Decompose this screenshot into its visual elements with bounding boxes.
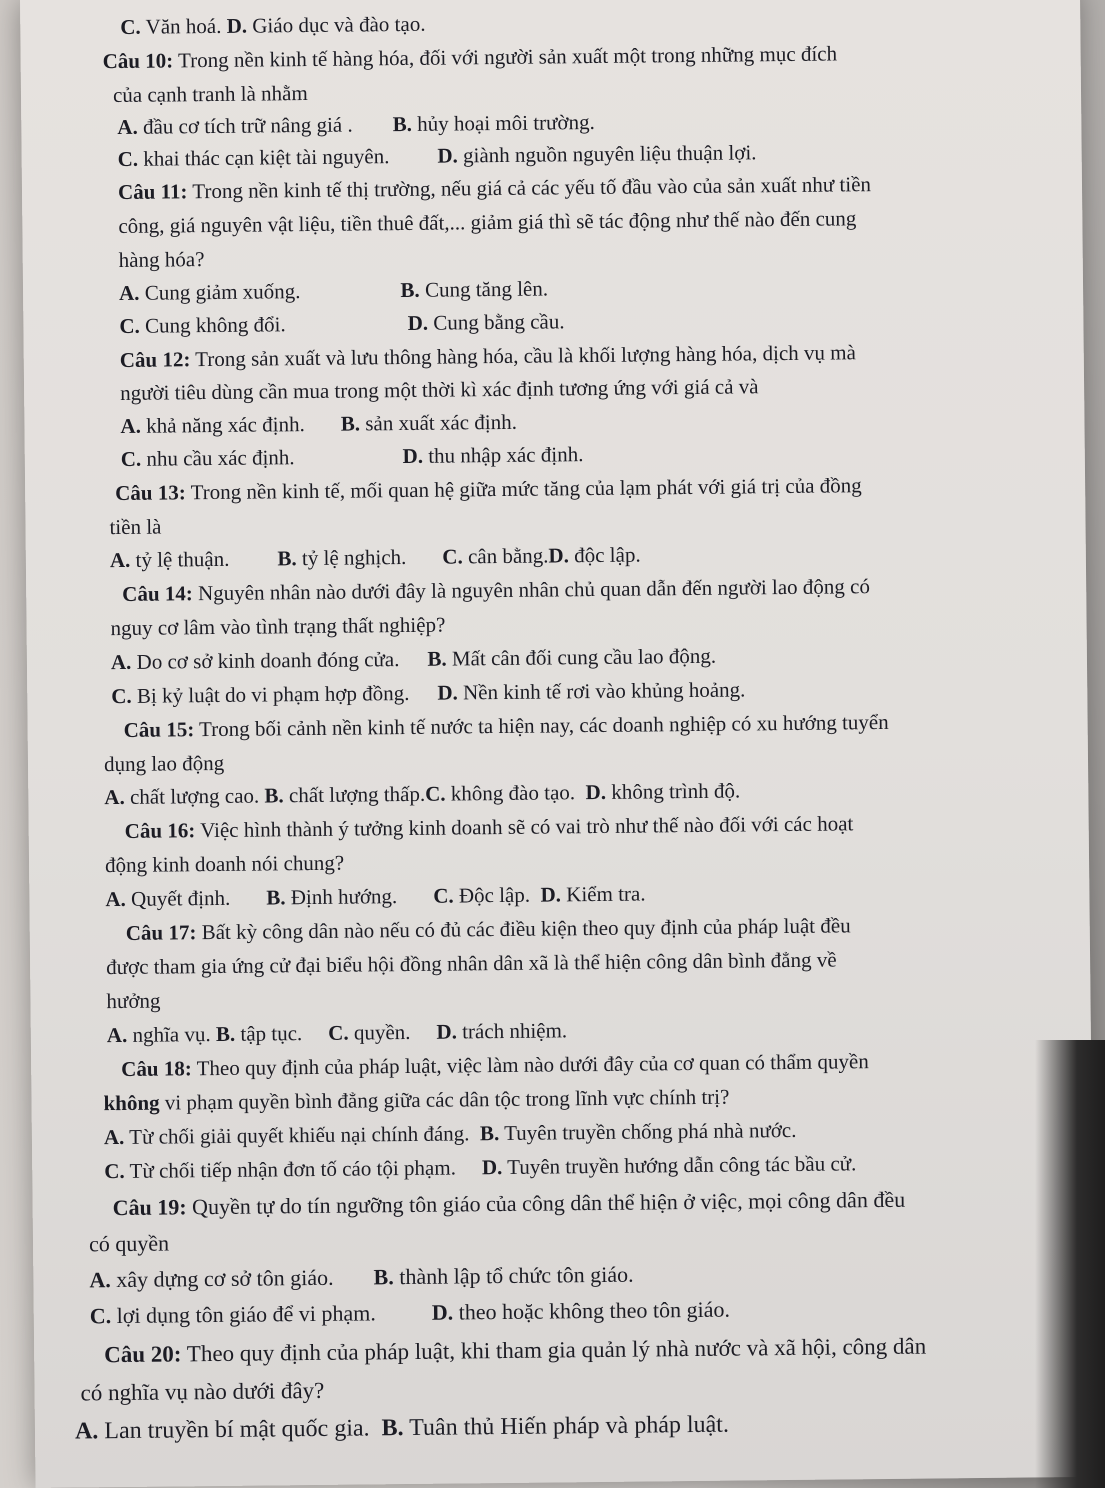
- label-bold: B.: [266, 885, 286, 910]
- text-run: vi phạm quyền bình đẳng giữa các dân tộc trong lĩnh vực chính trị?: [159, 1084, 730, 1115]
- text-run: tỷ lệ nghịch.: [296, 544, 407, 571]
- label-bold: B.: [392, 111, 413, 137]
- label-bold: B.: [340, 411, 361, 436]
- text-run: Nguyên nhân nào dưới đây là nguyên nhân chủ quan dẫn đến người lao động có: [192, 574, 871, 606]
- text-run: Quyền tự do tín ngưỡng tôn giáo của công dân thể hiện ở việc, mọi công dân đều: [186, 1186, 906, 1220]
- spacer: [376, 1320, 432, 1321]
- text-line-9: [119, 278, 548, 303]
- label-bold: B.: [215, 1021, 236, 1047]
- text-line-5: [118, 142, 757, 170]
- label-bold: B.: [277, 546, 297, 571]
- text-line-20: [110, 643, 717, 675]
- label-bold: Câu 18:: [121, 1056, 192, 1081]
- label-bold: A.: [109, 547, 131, 573]
- text-run: tiền là: [109, 514, 162, 540]
- text-run: Cung bằng cầu.: [427, 309, 565, 335]
- text-run: cân bằng.: [462, 543, 549, 569]
- text-run: nguy cơ lâm vào tình trạng thất nghiệp?: [110, 612, 446, 641]
- label-bold: không: [103, 1090, 160, 1116]
- text-line-29: [106, 947, 837, 980]
- label-bold: C.: [425, 781, 446, 806]
- text-run: khai thác cạn kiệt tài nguyên.: [137, 144, 390, 171]
- text-run: khả năng xác định.: [140, 412, 305, 438]
- text-run: hưởng: [106, 988, 161, 1014]
- label-bold: Câu 14:: [122, 581, 193, 606]
- text-line-21: [111, 679, 745, 707]
- text-line-25: [125, 813, 854, 842]
- text-line-24: [104, 778, 741, 810]
- label-bold: C.: [117, 146, 139, 171]
- text-run: nghĩa vụ.: [127, 1022, 217, 1047]
- text-line-15: [115, 475, 862, 504]
- text-line-33: [103, 1084, 730, 1116]
- label-bold: B.: [479, 1121, 500, 1146]
- text-line-41: [80, 1379, 324, 1405]
- text-line-11: [120, 342, 856, 371]
- text-run: Tuyên truyền hướng dẫn công tác bầu cử.: [502, 1151, 857, 1180]
- text-run: không trình độ.: [605, 778, 741, 804]
- text-run: có quyền: [88, 1230, 170, 1257]
- label-bold: C.: [442, 544, 463, 569]
- text-line-30: [106, 988, 161, 1014]
- label-bold: D.: [436, 1019, 458, 1044]
- text-run: tập tục.: [235, 1021, 303, 1046]
- text-line-6: [118, 174, 871, 203]
- text-run: lợi dụng tôn giáo để vi phạm.: [111, 1300, 376, 1329]
- label-bold: A.: [105, 886, 126, 912]
- text-line-37: [88, 1230, 170, 1257]
- label-bold: B.: [373, 1264, 394, 1290]
- text-run: Việc hình thành ý tưởng kinh doanh sẽ có vai trò như thế nào đối với các hoạt: [195, 811, 854, 843]
- text-run: độc lập.: [568, 542, 641, 568]
- label-bold: D.: [437, 680, 458, 705]
- text-line-23: [103, 750, 225, 777]
- exam-paper: [20, 0, 1096, 1488]
- text-run: quyền.: [348, 1019, 411, 1045]
- text-run: người tiêu dùng cần mua trong một thời kì xác định tương ứng với giá cả và: [119, 374, 759, 405]
- label-bold: A.: [118, 280, 140, 305]
- label-bold: A.: [89, 1267, 111, 1293]
- label-bold: A.: [104, 784, 125, 810]
- text-run: xây dựng cơ sở tôn giáo.: [110, 1264, 334, 1293]
- text-run: Văn hoá.: [140, 13, 227, 39]
- text-run: Từ chối giải quyết khiếu nại chính đáng.: [124, 1121, 481, 1149]
- text-line-28: [126, 915, 851, 944]
- label-bold: C.: [111, 683, 132, 709]
- text-run: Mất cân đối cung cầu lao động.: [446, 643, 717, 671]
- label-bold: D.: [407, 310, 429, 335]
- text-run: Bị kỷ luật do vi phạm hợp đồng.: [131, 680, 410, 708]
- text-run: hủy hoại môi trường.: [411, 109, 595, 136]
- label-bold: A.: [120, 413, 142, 438]
- text-run: Cung tăng lên.: [419, 276, 549, 302]
- text-run: Trong nền kinh tế thị trường, nếu giá cả các yếu tố đầu vào của sản xuất như tiền: [187, 172, 872, 204]
- text-run: Tuyên truyền chống phá nhà nước.: [499, 1117, 797, 1146]
- text-run: chất lượng cao.: [124, 783, 265, 809]
- label-bold: C.: [433, 883, 454, 908]
- text-run: Giáo dục và đào tạo.: [246, 11, 426, 38]
- text-run: Bất kỳ công dân nào nếu có đủ các điều kiện theo quy định của pháp luật đều: [196, 913, 851, 945]
- text-line-40: [104, 1335, 926, 1367]
- text-line-22: [123, 709, 889, 742]
- text-run: của cạnh tranh là nhằm: [112, 80, 308, 108]
- text-line-35: [104, 1153, 856, 1182]
- spacer: [230, 565, 278, 566]
- label-bold: B.: [264, 783, 284, 808]
- text-run: thành lập tổ chức tôn giáo.: [393, 1261, 634, 1290]
- label-bold: D.: [481, 1155, 503, 1180]
- spacer: [286, 330, 408, 331]
- label-bold: Câu 10:: [102, 48, 174, 74]
- text-run: Quyết định.: [125, 885, 231, 911]
- text-line-32: [121, 1051, 869, 1080]
- text-run: công, giá nguyên vật liệu, tiền thuê đất,... giảm giá thì sẽ tác động như thế nào đến cung: [118, 206, 857, 238]
- text-run: Nền kinh tế rơi vào khủng hoảng.: [457, 677, 746, 705]
- label-bold: C.: [119, 313, 140, 338]
- text-line-36: [112, 1186, 906, 1221]
- text-line-38: [89, 1261, 634, 1293]
- text-line-2: [103, 43, 838, 72]
- text-line-12: [120, 376, 759, 404]
- text-run: nhu cầu xác định.: [141, 445, 295, 471]
- label-bold: Câu 20:: [104, 1341, 182, 1368]
- text-run: thu nhập xác định.: [422, 442, 584, 468]
- text-run: hàng hóa?: [118, 247, 205, 272]
- text-line-34: [103, 1117, 797, 1150]
- label-bold: C.: [328, 1020, 349, 1045]
- text-line-1: [120, 11, 426, 39]
- text-run: Tuân thủ Hiến pháp và pháp luật.: [403, 1411, 730, 1442]
- label-bold: A.: [106, 1022, 128, 1048]
- text-run: đầu cơ tích trữ nâng giá .: [137, 112, 353, 139]
- text-run: tỷ lệ thuận.: [130, 546, 230, 572]
- text-run: dụng lao động: [103, 750, 225, 777]
- text-run: Cung giảm xuống.: [139, 279, 301, 305]
- text-line-27: [105, 883, 645, 910]
- text-line-19: [110, 612, 446, 641]
- label-bold: C.: [89, 1303, 112, 1329]
- label-bold: D.: [402, 443, 424, 469]
- text-line-26: [104, 850, 345, 878]
- label-bold: D.: [431, 1299, 454, 1325]
- text-line-8: [119, 249, 205, 271]
- text-run: giành nguồn nguyên liệu thuận lợi.: [457, 140, 757, 168]
- text-line-16: [109, 514, 162, 540]
- text-run: Định hướng.: [285, 884, 398, 910]
- text-run: Trong bối cảnh nền kinh tế nước ta hiện nay, các doanh nghiệp có xu hướng tuyển: [194, 709, 889, 742]
- text-run: Độc lập.: [453, 882, 541, 908]
- label-bold: Câu 12:: [119, 347, 191, 372]
- text-run: có nghĩa vụ nào dưới đây?: [80, 1377, 325, 1406]
- text-line-3: [112, 80, 308, 108]
- text-run: Kiểm tra.: [560, 881, 646, 907]
- text-line-42: [75, 1413, 729, 1444]
- label-bold: A.: [117, 114, 138, 139]
- text-line-7: [118, 208, 856, 237]
- text-run: Trong nền kinh tế hàng hóa, đối với người sản xuất một trong những mục đích: [173, 41, 838, 73]
- label-bold: C.: [120, 14, 141, 39]
- text-run: động kinh doanh nói chung?: [104, 850, 345, 878]
- text-line-4: [117, 109, 595, 139]
- text-run: theo hoặc không theo tôn giáo.: [453, 1296, 731, 1325]
- spacer: [295, 463, 403, 464]
- label-bold: Câu 15:: [123, 717, 195, 742]
- label-bold: Câu 17:: [125, 920, 197, 945]
- text-run: Theo quy định của pháp luật, khi tham gia quản lý nhà nước và xã hội, công dân: [181, 1333, 927, 1367]
- text-run: Do cơ sở kinh doanh đóng cửa.: [131, 647, 400, 674]
- text-run: Lan truyền bí mật quốc gia.: [98, 1415, 382, 1445]
- text-run: Theo quy định của pháp luật, việc làm nào dưới đây của cơ quan có thẩm quyền: [191, 1049, 869, 1081]
- text-run: Cung không đổi.: [139, 312, 286, 338]
- text-line-10: [119, 311, 564, 337]
- label-bold: D.: [548, 543, 570, 568]
- label-bold: B.: [427, 646, 447, 671]
- text-run: được tham gia ứng cử đại biểu hội đồng nhân dân xã là thể hiện công dân bình đẳng về: [106, 947, 837, 980]
- label-bold: D.: [585, 779, 607, 805]
- text-line-31: [107, 1020, 567, 1046]
- label-bold: B.: [381, 1415, 404, 1442]
- label-bold: Câu 11:: [117, 179, 188, 204]
- text-line-13: [120, 409, 518, 438]
- text-run: sản xuất xác định.: [359, 409, 518, 436]
- label-bold: D.: [540, 882, 562, 907]
- text-run: không đào tạo.: [445, 780, 586, 806]
- label-bold: C.: [104, 1158, 125, 1184]
- text-line-18: [122, 576, 870, 605]
- text-run: chất lượng thấp.: [283, 781, 426, 808]
- label-bold: D.: [437, 143, 458, 168]
- label-bold: A.: [110, 649, 132, 675]
- spacer: [389, 163, 437, 164]
- label-bold: Câu 16:: [124, 818, 196, 843]
- label-bold: D.: [226, 13, 248, 38]
- text-run: Trong nền kinh tế, mối quan hệ giữa mức tăng của lạm phát với giá trị của đồng: [185, 473, 862, 505]
- text-run: trách nhiệm.: [456, 1018, 568, 1044]
- text-run: Từ chối tiếp nhận đơn tố cáo tội phạm.: [124, 1155, 457, 1183]
- text-line-39: [89, 1296, 731, 1329]
- spacer: [301, 297, 401, 298]
- label-bold: A.: [74, 1418, 99, 1445]
- label-bold: Câu 19:: [112, 1194, 187, 1221]
- text-run: Trong sản xuất và lưu thông hàng hóa, cầu là khối lượng hàng hóa, dịch vụ mà: [190, 340, 856, 372]
- label-bold: B.: [400, 277, 420, 303]
- text-line-17: [109, 542, 641, 573]
- text-line-14: [121, 444, 584, 470]
- table-edge-shadow: [1035, 1040, 1105, 1488]
- label-bold: C.: [120, 446, 142, 471]
- label-bold: Câu 13:: [115, 480, 186, 506]
- label-bold: A.: [103, 1124, 125, 1150]
